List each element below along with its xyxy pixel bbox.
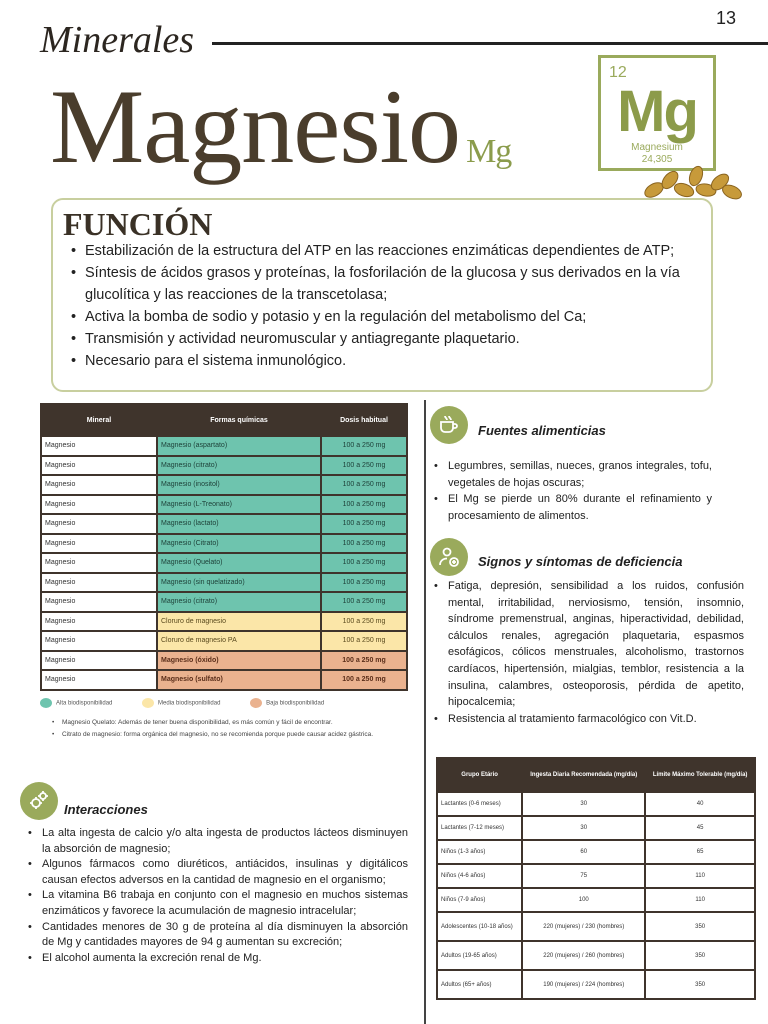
table-row bbox=[41, 475, 407, 495]
table-row bbox=[437, 816, 755, 840]
table-cell-dosis: 100 a 250 mg bbox=[321, 592, 407, 612]
interacciones-heading: Interacciones bbox=[64, 802, 148, 817]
table-cell-dosis: 100 a 250 mg bbox=[321, 456, 407, 476]
title-symbol: Mg bbox=[466, 133, 512, 170]
table-row bbox=[41, 514, 407, 534]
table-cell-grupo: Niños (1-3 años) bbox=[437, 840, 522, 864]
mineral-forms-table bbox=[40, 403, 408, 691]
table-cell-dosis: 100 a 250 mg bbox=[321, 573, 407, 593]
table-cell-limite: 45 bbox=[645, 816, 755, 840]
table-row bbox=[41, 553, 407, 573]
table-row bbox=[437, 840, 755, 864]
fuentes-list bbox=[432, 458, 712, 524]
table-cell-mineral: Magnesio bbox=[41, 475, 157, 495]
function-list bbox=[69, 240, 709, 372]
table-cell-forma: Cloruro de magnesio PA bbox=[157, 631, 321, 651]
page-number: 13 bbox=[715, 8, 736, 28]
table-cell-forma: Magnesio (sulfato) bbox=[157, 670, 321, 690]
table-cell-dosis: 100 a 250 mg bbox=[321, 495, 407, 515]
table-cell-mineral: Magnesio bbox=[41, 514, 157, 534]
table-cell-forma: Magnesio (aspartato) bbox=[157, 436, 321, 456]
table-cell-limite: 110 bbox=[645, 888, 755, 912]
table-cell-grupo: Lactantes (7-12 meses) bbox=[437, 816, 522, 840]
table-cell-grupo: Adultos (19-65 años) bbox=[437, 941, 522, 970]
title-rule bbox=[212, 42, 768, 45]
table-cell-forma: Magnesio (Quelato) bbox=[157, 553, 321, 573]
table-cell-limite: 65 bbox=[645, 840, 755, 864]
table-cell-limite: 350 bbox=[645, 941, 755, 970]
table-cell-idr: 75 bbox=[522, 864, 645, 888]
table-cell-forma: Magnesio (citrato) bbox=[157, 592, 321, 612]
table-cell-mineral: Magnesio bbox=[41, 612, 157, 632]
table-cell-mineral: Magnesio bbox=[41, 553, 157, 573]
gears-icon bbox=[20, 782, 58, 820]
coffee-cup-icon bbox=[430, 406, 468, 444]
table-row bbox=[41, 592, 407, 612]
table-cell-dosis: 100 a 250 mg bbox=[321, 475, 407, 495]
legend-item bbox=[40, 698, 112, 708]
table-notes bbox=[52, 718, 402, 742]
table-cell-mineral: Magnesio bbox=[41, 534, 157, 554]
table-header: Dosis habitual bbox=[321, 404, 407, 436]
element-mass: 24,305 bbox=[641, 154, 673, 165]
table-row bbox=[437, 912, 755, 941]
deficiencia-heading: Signos y síntomas de deficiencia bbox=[478, 554, 683, 569]
table-cell-limite: 350 bbox=[645, 912, 755, 941]
interaccion-item: • Cantidades menores de 30 g de proteína al día disminuyen la absorción de Mg y cantidades mayores de 94 g aumentan su excreción; bbox=[26, 920, 408, 951]
function-item: • Estabilización de la estructura del ATP en las reacciones enzimáticas dependientes de ATP; bbox=[69, 240, 709, 262]
table-row bbox=[41, 651, 407, 671]
table-header: Grupo Etário bbox=[437, 758, 522, 792]
legend-label: Alta biodisponibilidad bbox=[56, 700, 113, 707]
table-row bbox=[41, 573, 407, 593]
fuente-item: • El Mg se pierde un 80% durante el refinamiento y procesamiento de alimentos. bbox=[432, 491, 712, 524]
deficiencia-list bbox=[432, 578, 744, 727]
element-number: 12 bbox=[609, 64, 627, 81]
column-divider bbox=[424, 400, 426, 1024]
table-header: Mineral bbox=[41, 404, 157, 436]
function-box bbox=[51, 198, 713, 392]
legend-label: Baja biodisponibilidad bbox=[266, 700, 325, 707]
fuentes-heading: Fuentes alimenticias bbox=[478, 423, 606, 438]
table-cell-mineral: Magnesio bbox=[41, 456, 157, 476]
person-plus-icon bbox=[430, 538, 468, 576]
table-cell-dosis: 100 a 250 mg bbox=[321, 514, 407, 534]
table-cell-dosis: 100 a 250 mg bbox=[321, 534, 407, 554]
table-row bbox=[41, 670, 407, 690]
table-row bbox=[437, 970, 755, 999]
legend-swatch-alta bbox=[40, 698, 52, 708]
table-row bbox=[41, 456, 407, 476]
element-symbol: Mg bbox=[617, 79, 697, 144]
table-cell-forma: Magnesio (óxido) bbox=[157, 651, 321, 671]
table-cell-forma: Magnesio (sin quelatizado) bbox=[157, 573, 321, 593]
table-cell-idr: 100 bbox=[522, 888, 645, 912]
table-cell-dosis: 100 a 250 mg bbox=[321, 651, 407, 671]
periodic-element-card bbox=[598, 55, 716, 171]
table-cell-grupo: Niños (7-9 años) bbox=[437, 888, 522, 912]
table-cell-forma: Magnesio (citrato) bbox=[157, 456, 321, 476]
table-row bbox=[41, 495, 407, 515]
table-cell-idr: 220 (mujeres) / 230 (hombres) bbox=[522, 912, 645, 941]
legend-item bbox=[142, 698, 220, 708]
table-cell-dosis: 100 a 250 mg bbox=[321, 436, 407, 456]
table-cell-mineral: Magnesio bbox=[41, 670, 157, 690]
table-cell-mineral: Magnesio bbox=[41, 592, 157, 612]
legend-swatch-baja bbox=[250, 698, 262, 708]
title-text: Magnesio bbox=[50, 68, 461, 185]
table-cell-forma: Cloruro de magnesio bbox=[157, 612, 321, 632]
table-row bbox=[41, 612, 407, 632]
table-cell-mineral: Magnesio bbox=[41, 495, 157, 515]
table-cell-grupo: Niños (4-6 años) bbox=[437, 864, 522, 888]
table-cell-idr: 220 (mujeres) / 260 (hombres) bbox=[522, 941, 645, 970]
interaccion-item: • La alta ingesta de calcio y/o alta ingesta de productos lácteos disminuyen la absorción de magnesio; bbox=[26, 826, 408, 857]
table-cell-limite: 110 bbox=[645, 864, 755, 888]
function-item: • Síntesis de ácidos grasos y proteínas, la fosforilación de la glucosa y sus derivados en la vía glucolítica y las reacciones de la transcetolasa; bbox=[69, 262, 709, 306]
deficiencia-item: • Resistencia al tratamiento farmacológico con Vit.D. bbox=[432, 711, 744, 728]
table-row bbox=[41, 534, 407, 554]
intake-table bbox=[436, 757, 756, 1000]
fuente-item: • Legumbres, semillas, nueces, granos integrales, tofu, vegetales de hojas oscuras; bbox=[432, 458, 712, 491]
interaccion-item: • Algunos fármacos como diuréticos, antiácidos, insulinas y digitálicos causan efectos adversos en la cantidad de magnesio en el organismo; bbox=[26, 857, 408, 888]
table-cell-mineral: Magnesio bbox=[41, 573, 157, 593]
function-item: • Transmisión y actividad neuromuscular y antiagregante plaquetario. bbox=[69, 328, 709, 350]
table-row bbox=[41, 631, 407, 651]
deficiencia-item: • Fatiga, depresión, sensibilidad a los ruidos, confusión mental, irritabilidad, nerviosismo, tensión, insomnio, síndrome premenstrual, anginas, hiperactividad, debilidad, cálculos renales, agregación plaquetaria, espasmos esofágicos, cólicos menstruales, alcoholismo, trastornos cardíacos, hipertensión, mialgias, temblor, resistencia a la insulina, calambres, osteoporosis, pérdida de apetito, hipocalcemia; bbox=[432, 578, 744, 711]
function-heading: FUNCIÓN bbox=[63, 206, 213, 242]
table-cell-idr: 60 bbox=[522, 840, 645, 864]
table-row bbox=[437, 792, 755, 816]
table-row bbox=[41, 436, 407, 456]
table-cell-dosis: 100 a 250 mg bbox=[321, 670, 407, 690]
legend-item bbox=[250, 698, 324, 708]
table-cell-forma: Magnesio (inositol) bbox=[157, 475, 321, 495]
table-header: Formas químicas bbox=[157, 404, 321, 436]
table-cell-mineral: Magnesio bbox=[41, 651, 157, 671]
intake-table-body bbox=[437, 792, 755, 999]
table-cell-dosis: 100 a 250 mg bbox=[321, 612, 407, 632]
table-cell-idr: 30 bbox=[522, 816, 645, 840]
table-row bbox=[437, 888, 755, 912]
interacciones-list bbox=[26, 826, 408, 966]
interaccion-item: • La vitamina B6 trabaja en conjunto con el magnesio en muchos sistemas enzimáticos y favorece la acumulación de magnesio intracelular; bbox=[26, 888, 408, 919]
table-cell-grupo: Adolescentes (10-18 años) bbox=[437, 912, 522, 941]
table-header: Límite Máximo Tolerable (mg/día) bbox=[645, 758, 755, 792]
table-cell-idr: 190 (mujeres) / 224 (hombres) bbox=[522, 970, 645, 999]
table-cell-mineral: Magnesio bbox=[41, 631, 157, 651]
interaccion-item: • El alcohol aumenta la excreción renal de Mg. bbox=[26, 951, 408, 967]
table-row bbox=[437, 941, 755, 970]
table-cell-mineral: Magnesio bbox=[41, 436, 157, 456]
table-cell-dosis: 100 a 250 mg bbox=[321, 631, 407, 651]
note-item: • Citrato de magnesio: forma orgánica del magnesio, no se recomienda porque puede causar acidez gástrica. bbox=[52, 730, 402, 739]
page-title bbox=[50, 68, 512, 185]
table-cell-limite: 350 bbox=[645, 970, 755, 999]
function-item: • Necesario para el sistema inmunológico. bbox=[69, 350, 709, 372]
note-item: • Magnesio Quelato: Además de tener buena disponibilidad, es más común y fácil de encontrar. bbox=[52, 718, 402, 727]
bioavailability-legend bbox=[40, 698, 410, 712]
table-cell-idr: 30 bbox=[522, 792, 645, 816]
section-title: Minerales bbox=[40, 19, 195, 61]
mineral-table-body bbox=[41, 436, 407, 690]
table-cell-grupo: Lactantes (0-6 meses) bbox=[437, 792, 522, 816]
element-name: Magnesium bbox=[631, 142, 683, 153]
table-cell-limite: 40 bbox=[645, 792, 755, 816]
table-row bbox=[437, 864, 755, 888]
table-cell-forma: Magnesio (L-Treonato) bbox=[157, 495, 321, 515]
table-cell-forma: Magnesio (Citrato) bbox=[157, 534, 321, 554]
legend-swatch-media bbox=[142, 698, 154, 708]
legend-label: Media biodisponibilidad bbox=[158, 700, 221, 707]
function-item: • Activa la bomba de sodio y potasio y en la regulación del metabolismo del Ca; bbox=[69, 306, 709, 328]
table-header: Ingesta Diaria Recomendada (mg/día) bbox=[522, 758, 645, 792]
table-cell-forma: Magnesio (lactato) bbox=[157, 514, 321, 534]
table-cell-grupo: Adultos (65+ años) bbox=[437, 970, 522, 999]
table-cell-dosis: 100 a 250 mg bbox=[321, 553, 407, 573]
